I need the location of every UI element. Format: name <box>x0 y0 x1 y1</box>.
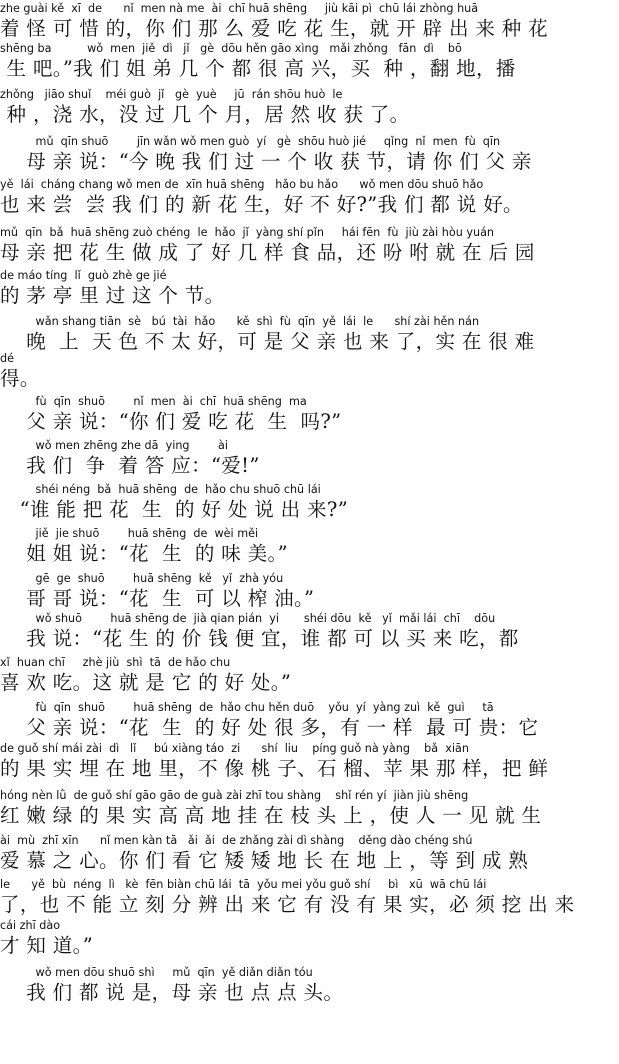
pinyin-line: yě lái cháng chang wǒ men de xīn huā shēng hǎo bu hǎo wǒ men dōu shuō hǎo <box>0 178 484 191</box>
pinyin-line: jiě jie shuō huā shēng de wèi měi <box>0 527 259 540</box>
pinyin-line: wǒ men dōu shuō shì mǔ qīn yě diǎn diǎn tóu <box>0 966 313 979</box>
pinyin-line: wǒ men zhēng zhe dā ying ài <box>0 439 228 452</box>
pinyin-line: shēng ba wǒ men jiě dì jǐ gè dōu hěn gāo xìng mǎi zhǒng fān dì bō <box>0 42 462 55</box>
hanzi-line: 种 ，浇 水，没 过 几 个 月，居 然 收 获 了。 <box>0 103 410 126</box>
pinyin-line: wǎn shang tiān sè bú tài hǎo kě shì fù qīn yě lái le shí zài hěn nán <box>0 315 480 328</box>
hanzi-line: 了，也 不 能 立 刻 分 辨 出 来 它 有 没 有 果 实，必 须 挖 出 来 <box>0 893 575 916</box>
hanzi-line: 生 吧。”我 们 姐 弟 几 个 都 很 高 兴，买 种 ，翻 地，播 <box>0 57 516 80</box>
pinyin-line: fù qīn shuō nǐ men ài chī huā shēng ma <box>0 395 307 408</box>
hanzi-line: 父 亲 说：“你 们 爱 吃 花 生 吗?” <box>0 410 342 433</box>
pinyin-line: cái zhī dào <box>0 919 61 932</box>
pinyin-line: dé <box>0 352 14 365</box>
hanzi-line: 母 亲 把 花 生 做 成 了 好 几 样 食 品，还 吩 咐 就 在 后 园 <box>0 241 535 264</box>
hanzi-line: 我 们 都 说 是，母 亲 也 点 点 头。 <box>0 981 344 1004</box>
hanzi-line: 得。 <box>0 367 40 390</box>
hanzi-line: 母 亲 说：“今 晚 我 们 过 一 个 收 获 节，请 你 们 父 亲 <box>0 150 532 173</box>
pinyin-line: fù qīn shuō huā shēng de hǎo chu hěn duō yǒu yí yàng zuì kě guì tā <box>0 701 494 714</box>
hanzi-line: 父 亲 说：“花 生 的 好 处 很 多，有 一 样 最 可 贵：它 <box>0 716 539 739</box>
pinyin-line: le yě bù néng lì kè fēn biàn chū lái tā yǒu mei yǒu guǒ shí bì xū wā chū lái <box>0 878 487 891</box>
pinyin-line: zhǒng jiāo shuǐ méi guò jǐ gè yuè jū rán shōu huò le <box>0 88 343 101</box>
hanzi-line: 喜 欢 吃。这 就 是 它 的 好 处。” <box>0 671 292 694</box>
hanzi-line: 的 茅 亭 里 过 这 个 节。 <box>0 284 225 307</box>
hanzi-line: 我 说：“花 生 的 价 钱 便 宜，谁 都 可 以 买 来 吃，都 <box>0 627 519 650</box>
hanzi-line: 着 怪 可 惜 的，你 们 那 么 爱 吃 花 生，就 开 辟 出 来 种 花 <box>0 17 549 40</box>
pinyin-line: de máo tíng lǐ guò zhè ge jié <box>0 269 167 282</box>
hanzi-line: 哥 哥 说：“花 生 可 以 榨 油。” <box>0 587 315 610</box>
pinyin-line: mǔ qīn bǎ huā shēng zuò chéng le hǎo jǐ yàng shí pǐn hái fēn fù jiù zài hòu yuán <box>0 226 495 239</box>
hanzi-line: “谁 能 把 花 生 的 好 处 说 出 来?” <box>0 498 349 521</box>
pinyin-line: shéi néng bǎ huā shēng de hǎo chu shuō chū lái <box>0 483 321 496</box>
pinyin-line: de guǒ shí mái zài dì lǐ bú xiàng táo zi shí liu píng guǒ nà yàng bǎ xiān <box>0 742 469 755</box>
hanzi-line: 我 们 争 着 答 应：“爱!” <box>0 454 260 477</box>
hanzi-line: 的 果 实 埋 在 地 里，不 像 桃 子、石 榴、苹 果 那 样，把 鲜 <box>0 757 549 780</box>
pinyin-line: mǔ qīn shuō jīn wǎn wǒ men guò yí gè shōu huò jié qǐng nǐ men fù qīn <box>0 135 501 148</box>
pinyin-line: zhe guài kě xī de nǐ men nà me ài chī huā shēng jiù kāi pì chū lái zhòng huā <box>0 2 479 15</box>
pinyin-line: hóng nèn lǜ de guǒ shí gāo gāo de guà zài zhī tou shàng shǐ rén yí jiàn jiù shēng <box>0 789 469 802</box>
hanzi-line: 也 来 尝 尝 我 们 的 新 花 生，好 不 好?”我 们 都 说 好。 <box>0 193 523 216</box>
pinyin-line: ài mù zhī xīn nǐ men kàn tā ǎi ǎi de zhǎng zài dì shàng děng dào chéng shú <box>0 834 473 847</box>
pinyin-line: xǐ huan chī zhè jiù shì tā de hǎo chu <box>0 656 231 669</box>
hanzi-line: 爱 慕 之 心。你 们 看 它 矮 矮 地 长 在 地 上 ，等 到 成 熟 <box>0 849 529 872</box>
hanzi-line: 晚 上 天 色 不 太 好，可 是 父 亲 也 来 了，实 在 很 难 <box>0 330 535 353</box>
hanzi-line: 红 嫩 绿 的 果 实 高 高 地 挂 在 枝 头 上 ，使 人 一 见 就 生 <box>0 804 542 827</box>
hanzi-line: 才 知 道。” <box>0 934 94 957</box>
hanzi-line: 姐 姐 说：“花 生 的 味 美。” <box>0 542 288 565</box>
pinyin-line: gē ge shuō huā shēng kě yǐ zhà yóu <box>0 572 284 585</box>
pinyin-line: wǒ shuō huā shēng de jià qian pián yi shéi dōu kě yǐ mǎi lái chī dōu <box>0 612 496 625</box>
